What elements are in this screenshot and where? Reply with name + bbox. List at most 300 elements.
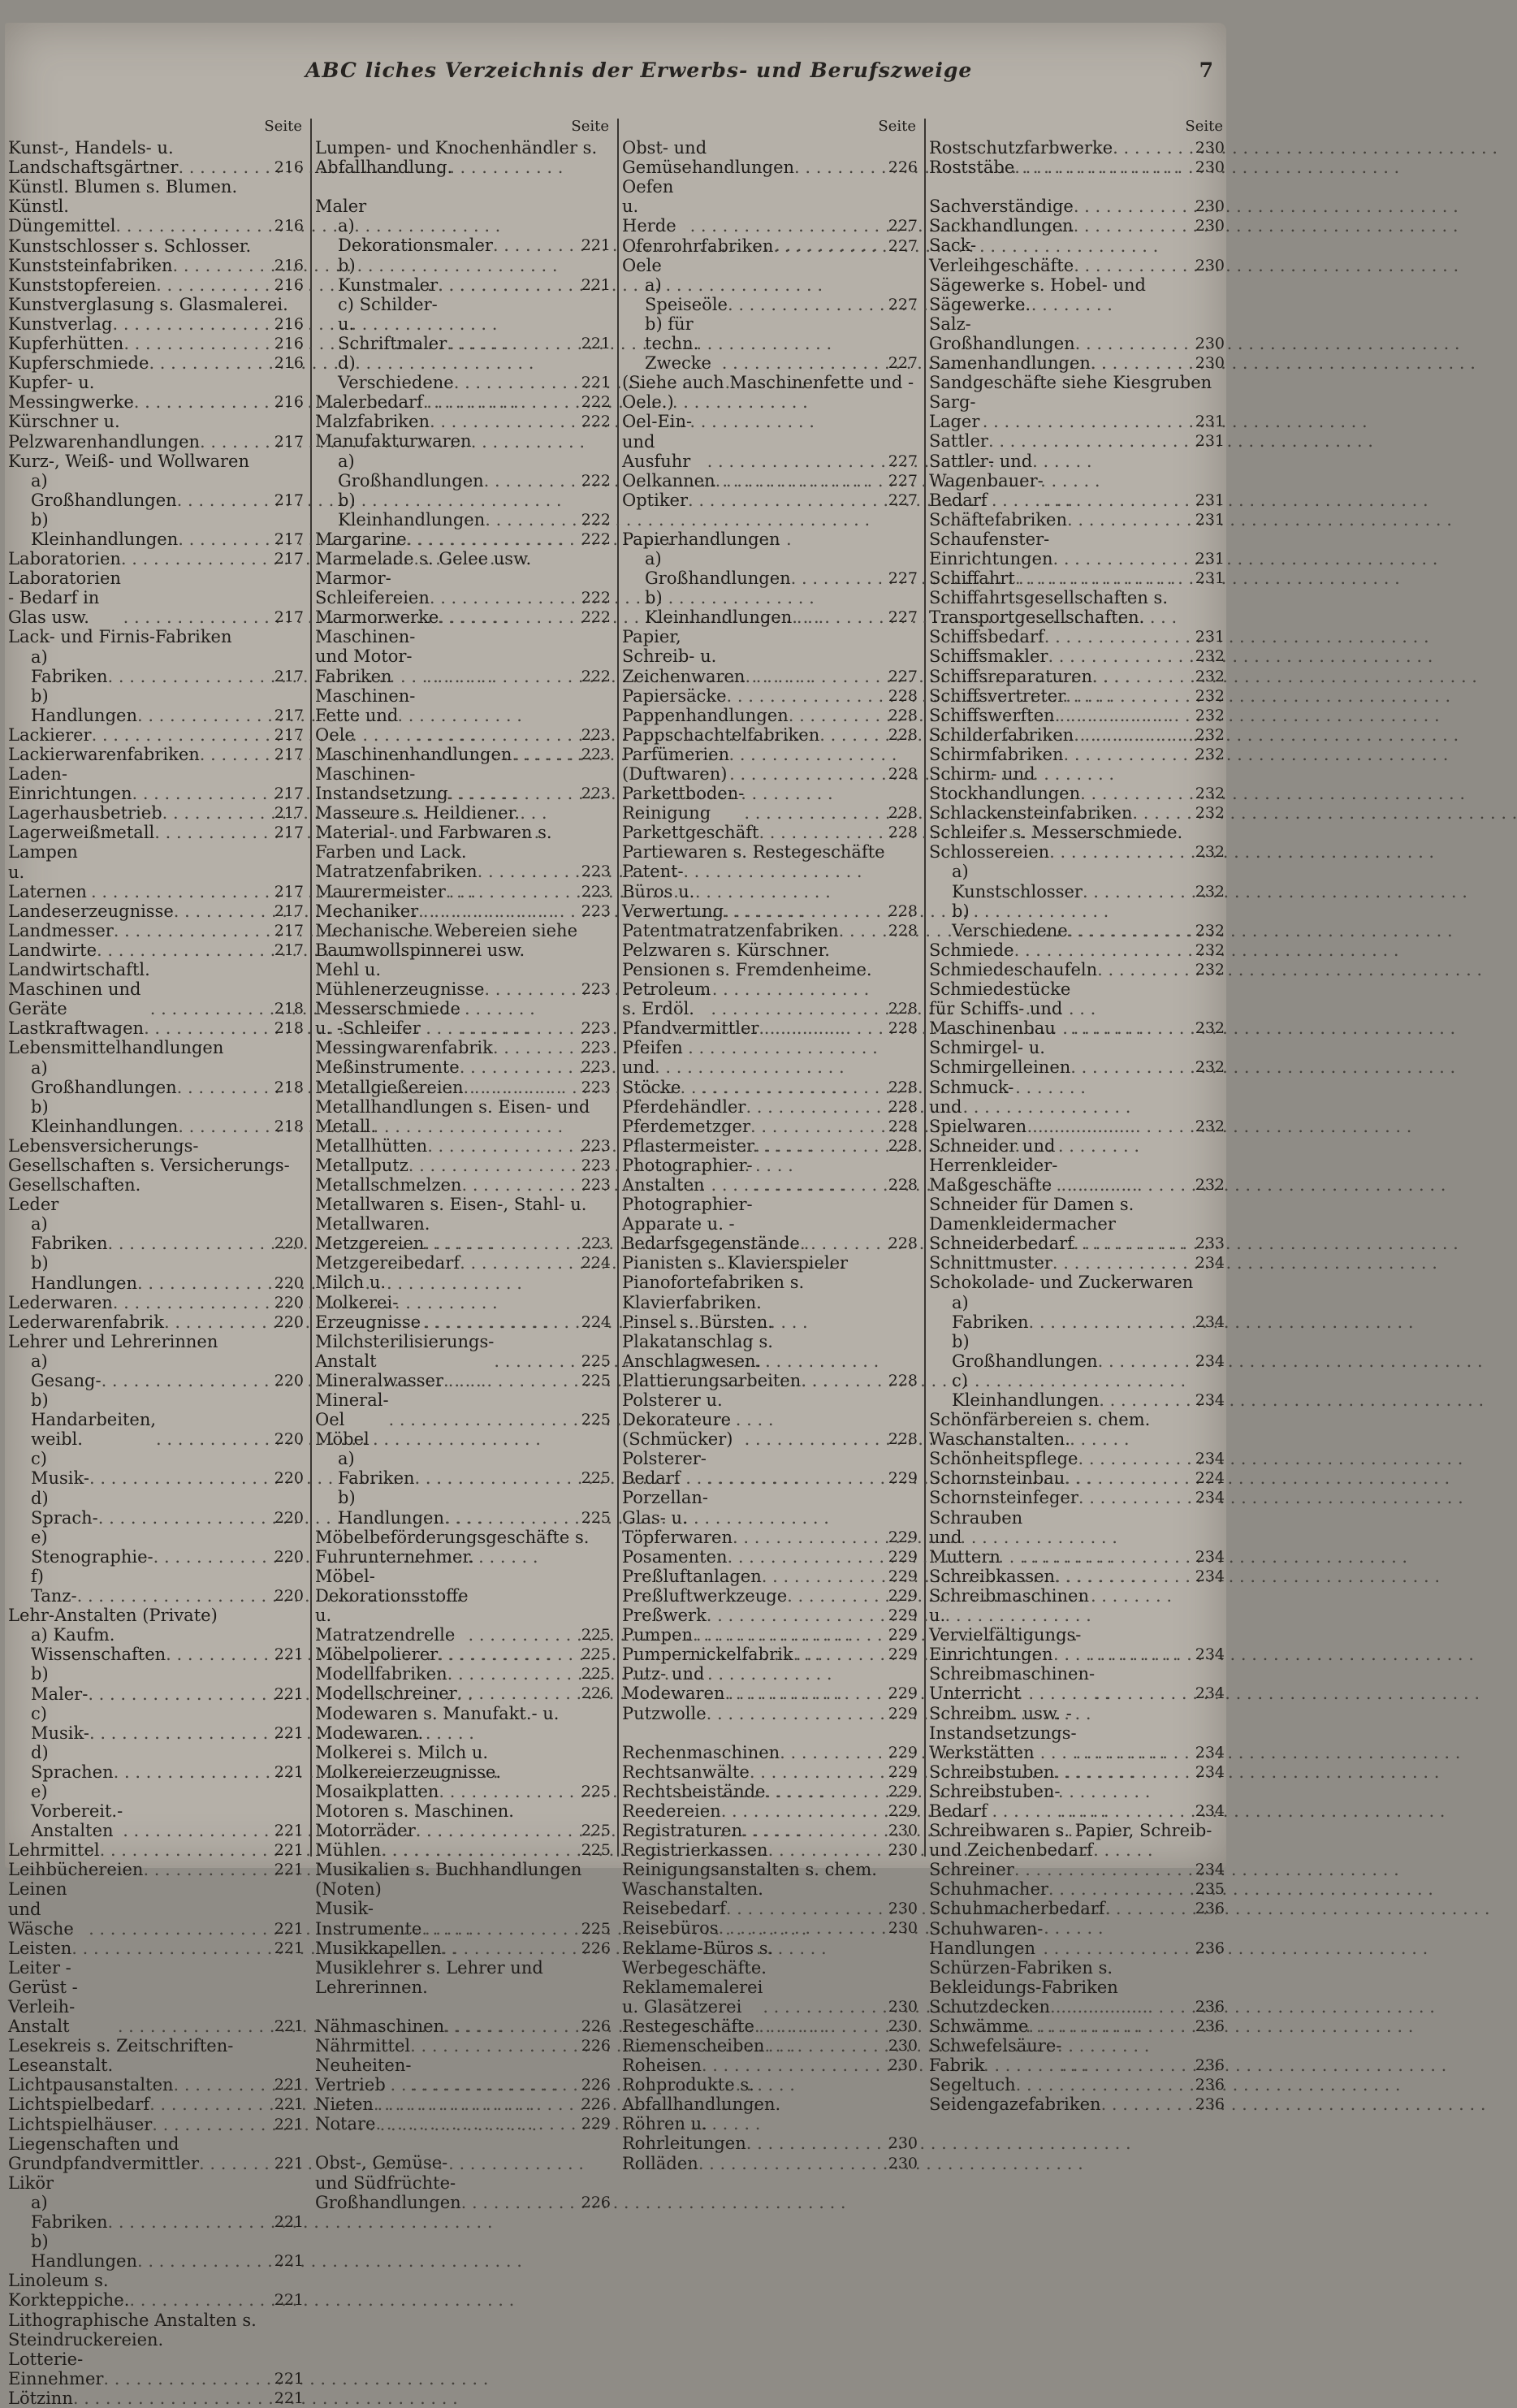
entry-label: Lötzinn [8, 2388, 73, 2408]
index-entry [929, 1899, 1228, 1918]
entry-page-number: 228 [888, 1078, 918, 1096]
entry-page-number: 232 [1195, 725, 1225, 744]
entry-label: a) Fabriken [31, 2192, 108, 2233]
entry-label: Schönfärbereien s. chem. Waschanstalten. [929, 1410, 1151, 1450]
index-entry [929, 216, 1228, 236]
index-entry [315, 2153, 614, 2211]
index-entry [315, 392, 614, 412]
entry-page-number: 231 [1195, 549, 1225, 568]
entry-label: Lackierer [8, 724, 92, 745]
dot-leader [1105, 1899, 1194, 1918]
index-entry [929, 2075, 1228, 2095]
dot-leader [1065, 1468, 1193, 1488]
entry-page-number: 223 [581, 725, 611, 744]
dot-leader [454, 373, 580, 392]
entry-label: c) Kleinhandlungen [952, 1370, 1100, 1410]
entry-label: Lagerhausbetrieb [8, 803, 162, 824]
index-entry [8, 353, 307, 373]
entry-label: Parfümerien (Duftwaren) [622, 744, 730, 784]
index-entry [929, 1586, 1228, 1664]
entry-label: Leinen und Wäsche [8, 1879, 74, 1939]
entry-label: Lack- und Firnis-Fabriken [8, 627, 232, 647]
index-entry [622, 1743, 921, 1762]
entry-label: Lampen u. Laternen [8, 842, 87, 901]
entry-label: Mechaniker [315, 901, 419, 921]
dot-leader [443, 1371, 580, 1390]
entry-label: Metallhütten [315, 1135, 428, 1156]
entry-label: Lichtpausanstalten [8, 2075, 174, 2095]
dot-leader [447, 1664, 580, 1684]
seite-label: Seite [1185, 118, 1223, 135]
index-entry [622, 1586, 921, 1606]
entry-label: Lesekreis s. Zeitschriften-Leseanstalt. [8, 2036, 234, 2076]
entry-label: Modewaren s. Manufakt.- u. Modewaren. [315, 1703, 560, 1743]
dot-leader [765, 1782, 886, 1801]
entry-label: Linoleum s. Korkteppiche. [8, 2271, 130, 2311]
index-entry [8, 2311, 307, 2350]
entry-label: b) Handlungen [31, 685, 137, 725]
index-entry [929, 803, 1228, 823]
entry-label: Marmorwerke [315, 607, 439, 628]
entry-label: Posamenten [622, 1546, 728, 1567]
dot-leader [91, 882, 273, 901]
index-entry [315, 901, 614, 921]
entry-page-number: 225 [581, 1782, 611, 1801]
entry-page-number: 218 [274, 1078, 304, 1096]
entry-label: Leder [8, 1195, 59, 1215]
index-entry [929, 1410, 1228, 1449]
index-entry [929, 1253, 1228, 1273]
entry-page-number: 228 [888, 706, 918, 724]
index-entry [315, 960, 614, 999]
dot-leader [115, 216, 272, 236]
entry-page-number: 234 [1195, 1450, 1225, 1468]
dot-leader [442, 1939, 580, 1958]
dot-leader [791, 568, 887, 588]
index-entry [315, 2056, 614, 2095]
entry-page-number: 221 [274, 1762, 304, 1781]
index-entry [622, 1821, 921, 1840]
index-entry [8, 1018, 307, 1038]
index-entry [929, 667, 1228, 686]
dot-leader [1132, 803, 1193, 823]
entry-page-number: 229 [888, 1547, 918, 1566]
entry-page-number: 220 [274, 1293, 304, 1312]
dot-leader [754, 2017, 887, 2036]
dot-leader [726, 1899, 887, 1918]
entry-page-number: 218 [274, 1019, 304, 1038]
entry-label: Porzellan-Glas- u. Töpferwaren [622, 1488, 733, 1547]
entry-label: Polsterer-Bedarf [622, 1449, 707, 1489]
entry-label: Roheisen [622, 2056, 702, 2076]
entry-label: Metallgießereien [315, 1077, 464, 1097]
dot-leader [464, 1078, 580, 1097]
entry-label: Schreibkassen [929, 1566, 1056, 1586]
index-entry [315, 2017, 614, 2036]
entry-page-number: 233 [1195, 1234, 1225, 1253]
index-entry [315, 1332, 614, 1371]
entry-label: a) Großhandlungen [31, 470, 177, 510]
dot-leader [134, 392, 273, 412]
dot-leader [688, 491, 887, 510]
index-entry [929, 158, 1228, 177]
dot-leader [92, 725, 273, 745]
index-entry [8, 1567, 307, 1606]
entry-label: Schutzdecken [929, 1996, 1051, 2017]
entry-label: Schmiede [929, 940, 1014, 960]
entry-page-number: 232 [1195, 960, 1225, 979]
dot-leader [744, 803, 886, 823]
entry-label: Photographier-Apparate u. -Bedarfsgegenstände [622, 1195, 800, 1254]
index-entry [315, 1704, 614, 1743]
dot-leader [150, 999, 273, 1018]
dot-leader [1074, 725, 1194, 745]
entry-label: Landeserzeugnisse [8, 901, 174, 921]
dot-leader [1074, 1234, 1194, 1253]
index-entry [929, 1958, 1228, 1997]
index-entry [315, 1939, 614, 1958]
entry-label: Sägewerke s. Hobel- und Sägewerke. [929, 275, 1146, 314]
entry-page-number: 229 [888, 1606, 918, 1625]
entry-page-number: 227 [888, 217, 918, 236]
entry-page-number: 230 [888, 1997, 918, 2016]
entry-page-number: 236 [1195, 1939, 1225, 1957]
index-entry [622, 1136, 921, 1156]
entry-label: Schuhwaren-Handlungen [929, 1918, 1044, 1958]
entry-label: b) Kleinhandlungen [31, 509, 179, 549]
index-entry [8, 901, 307, 921]
index-entry [622, 530, 921, 549]
entry-label: Musikkapellen [315, 1938, 442, 1958]
entry-label: Sattler- und Wagenbauer-Bedarf [929, 451, 1044, 510]
page-title: ABC liches Verzeichnis der Erwerbs- und Berufszweige [305, 58, 973, 82]
entry-label: Papierhandlungen [622, 529, 780, 549]
entry-page-number: 223 [581, 1078, 611, 1096]
entry-label: Partiewaren s. Restegeschäfte [622, 842, 885, 862]
entry-label: a) Fabriken [31, 646, 108, 686]
entry-label: d) Sprach- [31, 1488, 98, 1528]
dot-leader [728, 295, 887, 314]
entry-page-number: 236 [1195, 2076, 1225, 2095]
index-entry [929, 588, 1228, 627]
entry-label: Mineralwasser [315, 1370, 443, 1390]
index-entry [8, 295, 307, 314]
index-entry [929, 1860, 1228, 1879]
dot-leader [789, 706, 887, 725]
index-entry [8, 1195, 307, 1214]
entry-page-number: 223 [581, 862, 611, 881]
index-entry [929, 1273, 1228, 1292]
entry-label: a) Gesang- [31, 1351, 102, 1390]
index-entry [622, 745, 921, 784]
dot-leader [444, 2017, 580, 2036]
index-entry [622, 686, 921, 706]
dot-leader [768, 1840, 887, 1860]
index-entry [929, 764, 1228, 803]
entry-label: Künstl. Düngemittel [8, 197, 116, 236]
entry-label: Lackierwarenfabriken [8, 745, 200, 764]
entry-page-number: 230 [1195, 197, 1225, 216]
entry-label: Musik-Instrumente [315, 1899, 422, 1939]
dot-leader [410, 2075, 580, 2095]
dot-leader [156, 1429, 273, 1449]
dot-leader [447, 334, 579, 353]
dot-leader [1080, 784, 1194, 803]
entry-label: c) Schilder- u. Schriftmaler [338, 294, 447, 353]
index-entry [8, 1625, 307, 1664]
index-entry [8, 197, 307, 236]
entry-page-number: 234 [1195, 1743, 1225, 1762]
index-entry [315, 1488, 614, 1527]
index-entry [622, 940, 921, 960]
entry-page-number: 232 [1195, 1058, 1225, 1077]
dot-leader [108, 1234, 273, 1253]
entry-label: Pinsel s. Bürsten. [622, 1312, 773, 1332]
dot-leader [1070, 1057, 1193, 1077]
entry-page-number: 217 [274, 550, 304, 568]
index-entry [315, 1136, 614, 1156]
entry-page-number: 235 [1195, 1880, 1225, 1899]
dot-leader [118, 2017, 273, 2036]
entry-page-number: 223 [581, 745, 611, 763]
dot-leader [1098, 1351, 1194, 1371]
index-entry [315, 491, 614, 530]
entry-page-number: 216 [274, 256, 304, 275]
entry-page-number: 227 [888, 608, 918, 627]
dot-leader [123, 334, 272, 353]
dot-leader [162, 803, 273, 823]
entry-label: Motoren s. Maschinen. [315, 1801, 514, 1821]
entry-label: Röhren u. Rohrleitungen [622, 2114, 746, 2154]
dot-leader [1055, 706, 1194, 725]
dot-leader [149, 353, 272, 373]
entry-page-number: 222 [581, 510, 611, 529]
entry-label: Schreibstuben-Bedarf [929, 1781, 1061, 1821]
entry-label: a) Großhandlungen [645, 548, 791, 589]
entry-label: Matratzenfabriken [315, 862, 478, 882]
index-entry [315, 627, 614, 685]
entry-label: Schrauben und Muttern [929, 1507, 1023, 1567]
entry-label: Schilderfabriken [929, 724, 1074, 745]
index-entry [929, 392, 1228, 431]
dot-leader [374, 2095, 580, 2114]
index-entry [8, 725, 307, 745]
entry-label: Malzfabriken [315, 412, 430, 432]
dot-leader [764, 2036, 886, 2056]
entry-page-number: 230 [1195, 256, 1225, 275]
index-entry [929, 1332, 1228, 1371]
dot-leader [114, 1762, 273, 1782]
index-entry [622, 1567, 921, 1586]
dot-leader [114, 921, 273, 940]
entry-page-number: 232 [1195, 785, 1225, 803]
index-entry [8, 1214, 307, 1253]
entry-page-number: 229 [888, 1586, 918, 1605]
entry-page-number: 217 [274, 921, 304, 940]
entry-page-number: 232 [1195, 667, 1225, 685]
index-entry [315, 1684, 614, 1703]
entry-label: Kunstverlag [8, 313, 113, 334]
entry-label: Material- und Farbwaren s. Farben und Lack. [315, 823, 552, 862]
index-entry [315, 1057, 614, 1077]
dot-leader [1078, 1449, 1193, 1468]
entry-page-number: 227 [888, 569, 918, 588]
index-entry [8, 275, 307, 295]
entry-label: Kupferschmiede [8, 353, 149, 374]
index-entry [8, 1097, 307, 1136]
index-entry [929, 2095, 1228, 2114]
entry-label: Lebensmittelhandlungen [8, 1038, 224, 1058]
entry-label: Lichtspielhäuser [8, 2114, 153, 2134]
entry-page-number: 217 [274, 491, 304, 509]
dot-leader [1049, 842, 1194, 862]
entry-page-number: 222 [581, 608, 611, 627]
entry-label: Möbelbeförderungsgeschäfte s. Fuhrunternehmer. [315, 1527, 590, 1567]
entry-label: Patentmatratzenfabriken [622, 920, 839, 940]
dot-leader [1043, 1939, 1193, 1958]
entry-page-number: 221 [274, 2213, 304, 2232]
entry-label: b) Großhandlungen [952, 1331, 1098, 1371]
index-entry [8, 412, 307, 451]
entry-label: Schiffsbedarf [929, 627, 1044, 647]
entry-label: Schiffahrt [929, 568, 1015, 589]
entry-label: Nährmittel [315, 2036, 411, 2056]
index-entry [315, 452, 614, 491]
entry-label: Metzgereibedarf [315, 1253, 460, 1273]
index-entry [8, 549, 307, 568]
dot-leader [722, 353, 887, 373]
entry-label: a) Fabriken [31, 1214, 108, 1254]
entry-label: Lotterie-Einnehmer [8, 2349, 104, 2389]
dot-leader [430, 412, 580, 431]
entry-label: a) Kunstschlosser [952, 862, 1083, 901]
index-entry [315, 607, 614, 627]
dot-leader [1101, 2095, 1194, 2114]
index-entry [929, 1038, 1228, 1077]
entry-label: Kunststopfereien [8, 275, 157, 295]
index-entry [622, 2075, 921, 2114]
entry-page-number: 229 [888, 1704, 918, 1723]
entry-label: Schreibstuben [929, 1762, 1055, 1782]
entry-label: Schmuck- und Spielwaren [929, 1077, 1027, 1136]
index-entry [8, 2095, 307, 2114]
entry-label: a) Großhandlungen [31, 1057, 177, 1097]
entry-label: Rechtsanwälte [622, 1762, 750, 1782]
entry-label: Pianofortefabriken s. Klavierfabriken. [622, 1273, 805, 1312]
entry-page-number: 221 [274, 1684, 304, 1703]
index-entry [929, 940, 1228, 960]
entry-page-number: 232 [1195, 706, 1225, 724]
entry-label: Plakatanschlag s. Anschlagwesen. [622, 1331, 773, 1371]
entry-page-number: 221 [581, 374, 611, 392]
entry-page-number: 236 [1195, 2017, 1225, 2035]
entry-page-number: 231 [1195, 413, 1225, 431]
entry-page-number: 216 [274, 158, 304, 177]
entry-label: Margarine [315, 529, 407, 549]
entry-page-number: 230 [888, 1821, 918, 1840]
entry-label: Preßluftanlagen [622, 1566, 762, 1586]
index-entry [8, 1704, 307, 1743]
entry-label: b) Handlungen [31, 1253, 137, 1293]
dot-leader [123, 1821, 273, 1840]
entry-label: Mechanische Webereien siehe Baumwollspinnerei usw. [315, 920, 577, 960]
dot-leader [164, 1312, 273, 1332]
entry-page-number: 230 [888, 2017, 918, 2035]
entry-label: Kupfer- u. Messingwerke [8, 373, 134, 413]
entry-label: Salz-Großhandlungen [929, 313, 1075, 353]
index-entry [929, 1449, 1228, 1468]
entry-page-number: 223 [581, 1058, 611, 1077]
entry-page-number: 234 [1195, 1762, 1225, 1781]
entry-page-number: 232 [1195, 940, 1225, 959]
entry-page-number: 223 [581, 901, 611, 920]
index-entry [622, 1253, 921, 1273]
index-entry [8, 1449, 307, 1488]
index-entry [622, 1704, 921, 1723]
index-entry [315, 295, 614, 353]
entry-page-number: 231 [1195, 510, 1225, 529]
dot-leader [800, 1234, 887, 1253]
index-entry [315, 1097, 614, 1136]
entry-page-number: 232 [1195, 745, 1225, 763]
dot-leader [745, 1429, 887, 1449]
index-entry [929, 1195, 1228, 1234]
dot-leader [1055, 1567, 1194, 1586]
entry-page-number: 234 [1195, 1801, 1225, 1820]
entry-label: Pensionen s. Fremdenheime. [622, 959, 872, 979]
entry-page-number: 228 [888, 765, 918, 783]
entry-label: Lichtspielbedarf [8, 2095, 150, 2115]
dot-leader [1048, 646, 1193, 666]
entry-label: Meßinstrumente [315, 1057, 460, 1078]
entry-label: Maurermeister [315, 881, 446, 901]
dot-leader [460, 1018, 580, 1038]
entry-page-number: 228 [888, 824, 918, 842]
index-entry [929, 2036, 1228, 2075]
entry-label: Masseure s. Heildiener. [315, 803, 520, 824]
entry-label: Motorräder [315, 1821, 416, 1841]
index-entry [8, 334, 307, 353]
entry-label: Rostschutzfarbwerke [929, 138, 1113, 158]
dot-leader [439, 1782, 579, 1801]
index-entry [8, 940, 307, 960]
index-entry [622, 823, 921, 842]
entry-page-number: 229 [888, 1645, 918, 1664]
entry-label: a) Großhandlungen [338, 451, 484, 491]
index-entry [8, 1489, 307, 1528]
entry-page-number: 230 [1195, 217, 1225, 236]
entry-page-number: 225 [581, 1841, 611, 1860]
entry-label: Messingwarenfabrik [315, 1038, 493, 1058]
dot-leader [415, 725, 579, 745]
dot-leader [983, 412, 1194, 431]
entry-label: b) Kleinhandlungen [645, 588, 793, 628]
index-entry [622, 1018, 921, 1038]
dot-leader [478, 862, 580, 881]
index-entry [8, 745, 307, 764]
entry-label: Reklame-Büros s. Werbegeschäfte. [622, 1938, 774, 1978]
entry-label: b) Handarbeiten, weibl. [31, 1390, 157, 1450]
dot-leader [174, 2075, 273, 2095]
index-entry [622, 1918, 921, 1938]
entry-label: Roststäbe [929, 158, 1015, 178]
dot-leader [132, 784, 272, 803]
entry-page-number: 221 [581, 275, 611, 294]
index-entry [8, 803, 307, 823]
entry-page-number: 234 [1195, 1489, 1225, 1507]
entry-page-number: 231 [1195, 432, 1225, 451]
entry-page-number: 223 [581, 785, 611, 803]
